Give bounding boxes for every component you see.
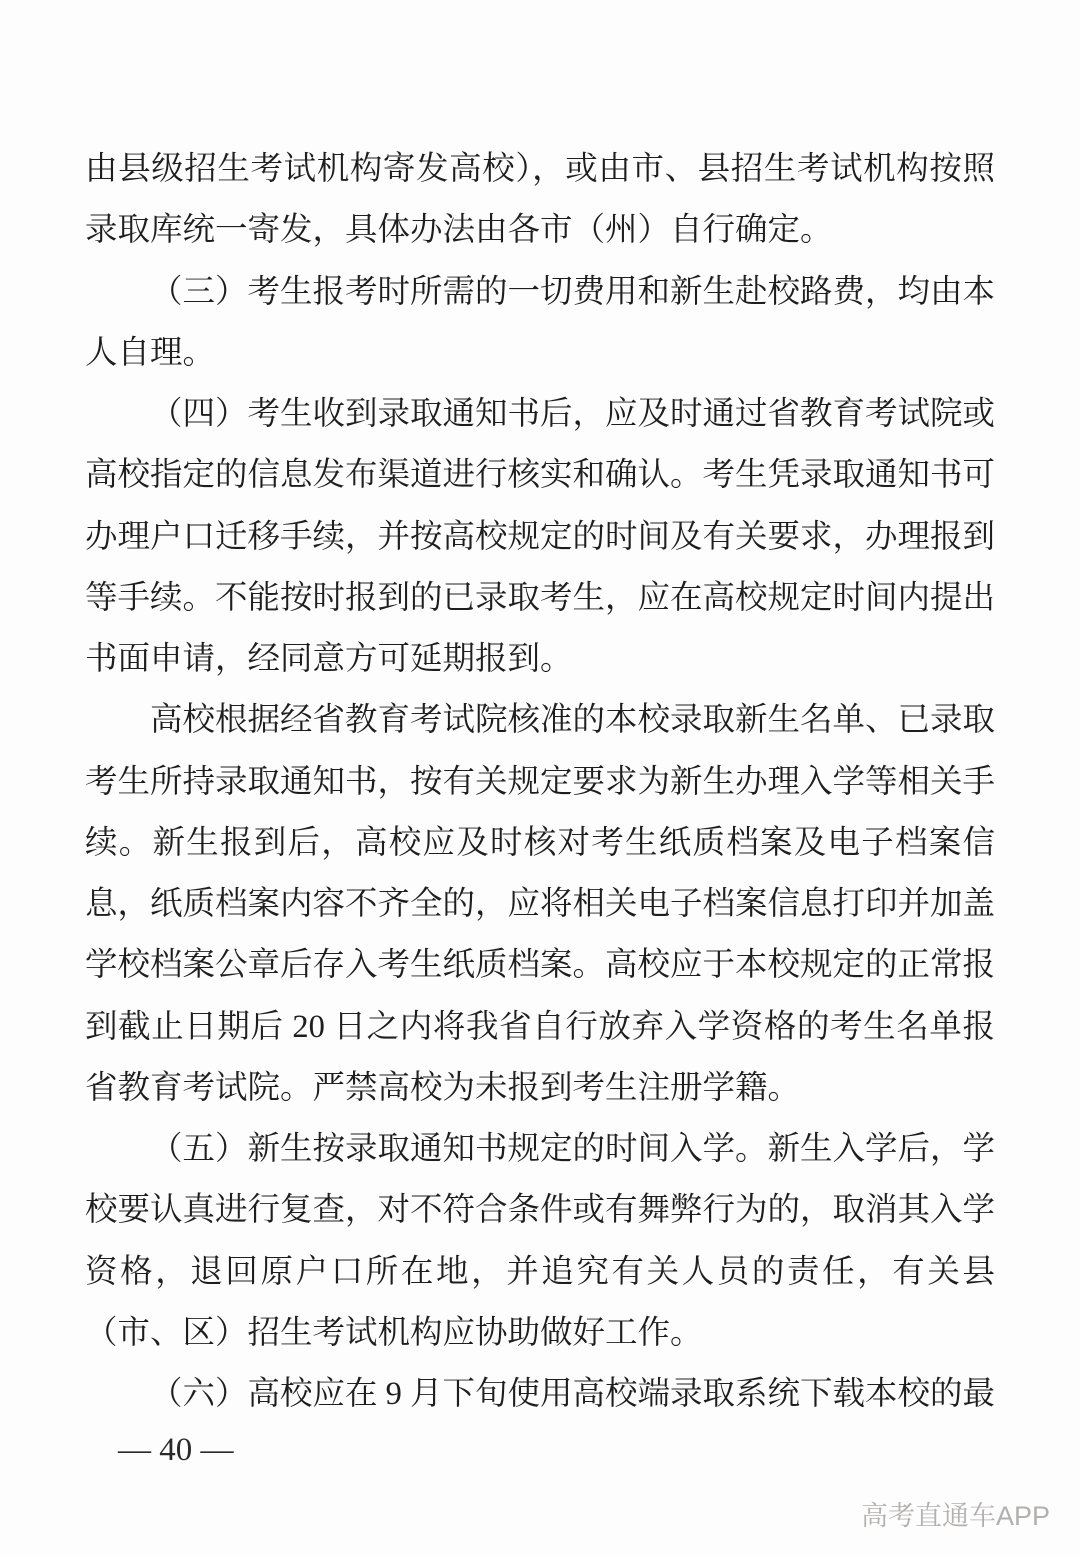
- paragraph: （三）考生报考时所需的一切费用和新生赴校路费，均由本人自理。: [85, 273, 996, 371]
- paragraph: （四）考生收到录取通知书后，应及时通过省教育考试院或高校指定的信息发布渠道进行核实和确认。考生凭录取通知书可办理户口迁移手续，并按高校规定的时间及有关要求，办理报到等手续。不能按时报到的已录取考生，应在高校规定时间内提出书面申请，经同意方可延期报到。: [85, 396, 996, 677]
- document-body: [85, 139, 995, 1425]
- watermark-app-label: 高考直通车APP: [860, 1501, 1050, 1531]
- paragraph: 高校根据经省教育考试院核准的本校录取新生名单、已录取考生所持录取通知书，按有关规定要求为新生办理入学等相关手续。新生报到后，高校应及时核对考生纸质档案及电子档案信息，纸质档案内容不齐全的，应将相关电子档案信息打印并加盖学校档案公章后存入考生纸质档案。高校应于本校规定的正常报到截止日期后 20 日之内将我省自行放弃入学资格的考生名单报省教育考试院。严禁高校为未报到考生注册学籍。: [85, 702, 996, 1106]
- paragraph: 由县级招生考试机构寄发高校），或由市、县招生考试机构按照录取库统一寄发，具体办法由各市（州）自行确定。: [85, 151, 995, 249]
- paragraph: （六）高校应在 9 月下旬使用高校端录取系统下载本校的最: [150, 1376, 996, 1412]
- page-number: — 40 —: [118, 1432, 234, 1468]
- paragraph: （五）新生按录取通知书规定的时间入学。新生入学后，学校要认真进行复查，对不符合条件或有舞弊行为的，取消其入学资格，退回原户口所在地，并追究有关人员的责任，有关县（市、区）招生考试机构应协助做好工作。: [85, 1131, 996, 1351]
